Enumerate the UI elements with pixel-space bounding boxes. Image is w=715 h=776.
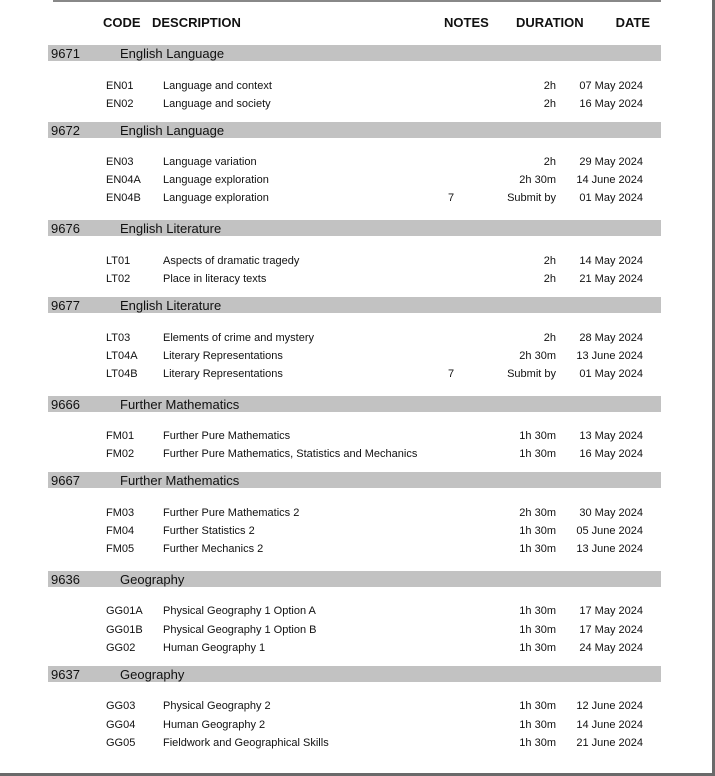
row-description: Physical Geography 1 Option A bbox=[163, 605, 316, 617]
row-code: FM05 bbox=[106, 543, 135, 555]
row-duration: 2h bbox=[543, 98, 556, 110]
top-rule bbox=[53, 0, 661, 2]
group-header bbox=[48, 45, 661, 61]
row-duration: 2h 30m bbox=[519, 174, 556, 186]
table-row bbox=[0, 603, 715, 621]
group-code: 9637 bbox=[51, 667, 80, 682]
row-duration: 1h 30m bbox=[519, 700, 556, 712]
table-row bbox=[0, 154, 715, 172]
table-row bbox=[0, 172, 715, 190]
group-title: Geography bbox=[120, 667, 185, 682]
group-header bbox=[48, 472, 661, 488]
header-description: DESCRIPTION bbox=[152, 15, 241, 30]
row-duration: 1h 30m bbox=[519, 448, 556, 460]
row-duration: 2h bbox=[543, 273, 556, 285]
row-code: EN03 bbox=[106, 156, 134, 168]
row-code: GG05 bbox=[106, 737, 136, 749]
row-duration: 2h 30m bbox=[519, 507, 556, 519]
row-duration: 1h 30m bbox=[519, 543, 556, 555]
row-description: Place in literacy texts bbox=[163, 273, 267, 285]
row-description: Language and context bbox=[163, 80, 272, 92]
row-code: EN04A bbox=[106, 174, 141, 186]
row-description: Language variation bbox=[163, 156, 257, 168]
row-date: 17 May 2024 bbox=[579, 605, 643, 617]
row-description: Physical Geography 2 bbox=[163, 700, 271, 712]
row-description: Physical Geography 1 Option B bbox=[163, 624, 317, 636]
row-date: 16 May 2024 bbox=[579, 98, 643, 110]
row-description: Literary Representations bbox=[163, 368, 283, 380]
group-header bbox=[48, 666, 661, 682]
table-row bbox=[0, 541, 715, 559]
group-title: English Language bbox=[120, 46, 225, 61]
row-date: 13 June 2024 bbox=[576, 543, 643, 555]
row-code: EN04B bbox=[106, 192, 141, 204]
row-description: Human Geography 1 bbox=[163, 642, 266, 654]
row-description: Aspects of dramatic tragedy bbox=[163, 255, 300, 267]
row-code: EN01 bbox=[106, 80, 134, 92]
row-notes: 7 bbox=[448, 368, 455, 380]
header-code: CODE bbox=[103, 15, 141, 30]
group-title: English Literature bbox=[120, 298, 222, 313]
row-duration: 2h bbox=[543, 156, 556, 168]
row-code: LT01 bbox=[106, 255, 131, 267]
row-code: LT04B bbox=[106, 368, 138, 380]
table-row bbox=[0, 717, 715, 735]
header-duration: DURATION bbox=[516, 15, 584, 30]
group-title: English Literature bbox=[120, 221, 222, 236]
row-duration: 1h 30m bbox=[519, 719, 556, 731]
row-description: Further Pure Mathematics bbox=[163, 430, 291, 442]
row-date: 17 May 2024 bbox=[579, 624, 643, 636]
header-notes: NOTES bbox=[444, 15, 489, 30]
table-row bbox=[0, 271, 715, 289]
row-date: 05 June 2024 bbox=[576, 525, 643, 537]
row-date: 21 June 2024 bbox=[576, 737, 643, 749]
row-date: 01 May 2024 bbox=[579, 192, 643, 204]
table-row bbox=[0, 96, 715, 114]
row-duration: 1h 30m bbox=[519, 525, 556, 537]
row-date: 28 May 2024 bbox=[579, 332, 643, 344]
group-code: 9666 bbox=[51, 397, 80, 412]
table-row bbox=[0, 78, 715, 96]
row-code: FM04 bbox=[106, 525, 135, 537]
row-description: Literary Representations bbox=[163, 350, 283, 362]
table-row bbox=[0, 330, 715, 348]
row-code: GG02 bbox=[106, 642, 136, 654]
row-description: Human Geography 2 bbox=[163, 719, 266, 731]
row-date: 16 May 2024 bbox=[579, 448, 643, 460]
row-code: GG03 bbox=[106, 700, 136, 712]
row-duration: 1h 30m bbox=[519, 737, 556, 749]
group-code: 9677 bbox=[51, 298, 80, 313]
row-description: Fieldwork and Geographical Skills bbox=[163, 737, 329, 749]
row-date: 07 May 2024 bbox=[579, 80, 643, 92]
table-row bbox=[0, 366, 715, 384]
group-code: 9636 bbox=[51, 572, 80, 587]
row-duration: 2h bbox=[543, 255, 556, 267]
row-code: GG04 bbox=[106, 719, 136, 731]
table-row bbox=[0, 446, 715, 464]
group-header bbox=[48, 297, 661, 313]
group-title: Further Mathematics bbox=[120, 397, 240, 412]
row-duration: Submit by bbox=[507, 192, 556, 204]
row-description: Language and society bbox=[163, 98, 271, 110]
row-code: GG01B bbox=[106, 624, 143, 636]
row-date: 13 June 2024 bbox=[576, 350, 643, 362]
row-description: Language exploration bbox=[163, 192, 269, 204]
row-duration: 1h 30m bbox=[519, 430, 556, 442]
group-code: 9676 bbox=[51, 221, 80, 236]
row-code: FM03 bbox=[106, 507, 135, 519]
group-header bbox=[48, 220, 661, 236]
table-row bbox=[0, 348, 715, 366]
row-duration: 1h 30m bbox=[519, 624, 556, 636]
row-code: GG01A bbox=[106, 605, 143, 617]
table-row bbox=[0, 735, 715, 753]
row-description: Further Pure Mathematics 2 bbox=[163, 507, 300, 519]
row-date: 14 May 2024 bbox=[579, 255, 643, 267]
group-header bbox=[48, 571, 661, 587]
row-description: Further Pure Mathematics, Statistics and Mechanics bbox=[163, 448, 418, 460]
group-code: 9672 bbox=[51, 123, 80, 138]
table-row bbox=[0, 622, 715, 640]
row-duration: 2h bbox=[543, 80, 556, 92]
row-date: 21 May 2024 bbox=[579, 273, 643, 285]
row-date: 01 May 2024 bbox=[579, 368, 643, 380]
group-title: English Language bbox=[120, 123, 225, 138]
row-duration: 2h 30m bbox=[519, 350, 556, 362]
group-code: 9671 bbox=[51, 46, 80, 61]
row-date: 14 June 2024 bbox=[576, 719, 643, 731]
row-date: 14 June 2024 bbox=[576, 174, 643, 186]
table-row bbox=[0, 505, 715, 523]
row-code: LT04A bbox=[106, 350, 138, 362]
table-header bbox=[0, 12, 715, 34]
group-title: Geography bbox=[120, 572, 185, 587]
row-duration: 1h 30m bbox=[519, 605, 556, 617]
row-description: Language exploration bbox=[163, 174, 269, 186]
row-code: LT02 bbox=[106, 273, 131, 285]
row-description: Elements of crime and mystery bbox=[163, 332, 314, 344]
row-date: 24 May 2024 bbox=[579, 642, 643, 654]
table-row bbox=[0, 523, 715, 541]
row-date: 13 May 2024 bbox=[579, 430, 643, 442]
row-code: LT03 bbox=[106, 332, 131, 344]
group-header bbox=[48, 122, 661, 138]
row-description: Further Statistics 2 bbox=[163, 525, 255, 537]
table-row bbox=[0, 253, 715, 271]
group-header bbox=[48, 396, 661, 412]
row-date: 30 May 2024 bbox=[579, 507, 643, 519]
row-date: 29 May 2024 bbox=[579, 156, 643, 168]
row-duration: 1h 30m bbox=[519, 642, 556, 654]
table-row bbox=[0, 640, 715, 658]
row-duration: 2h bbox=[543, 332, 556, 344]
row-code: FM01 bbox=[106, 430, 135, 442]
row-code: EN02 bbox=[106, 98, 134, 110]
table-row bbox=[0, 698, 715, 716]
row-notes: 7 bbox=[448, 192, 455, 204]
row-code: FM02 bbox=[106, 448, 135, 460]
row-date: 12 June 2024 bbox=[576, 700, 643, 712]
row-duration: Submit by bbox=[507, 368, 556, 380]
table-row bbox=[0, 428, 715, 446]
group-title: Further Mathematics bbox=[120, 473, 240, 488]
row-description: Further Mechanics 2 bbox=[163, 543, 264, 555]
header-date: DATE bbox=[615, 15, 650, 30]
table-row bbox=[0, 190, 715, 208]
group-code: 9667 bbox=[51, 473, 80, 488]
